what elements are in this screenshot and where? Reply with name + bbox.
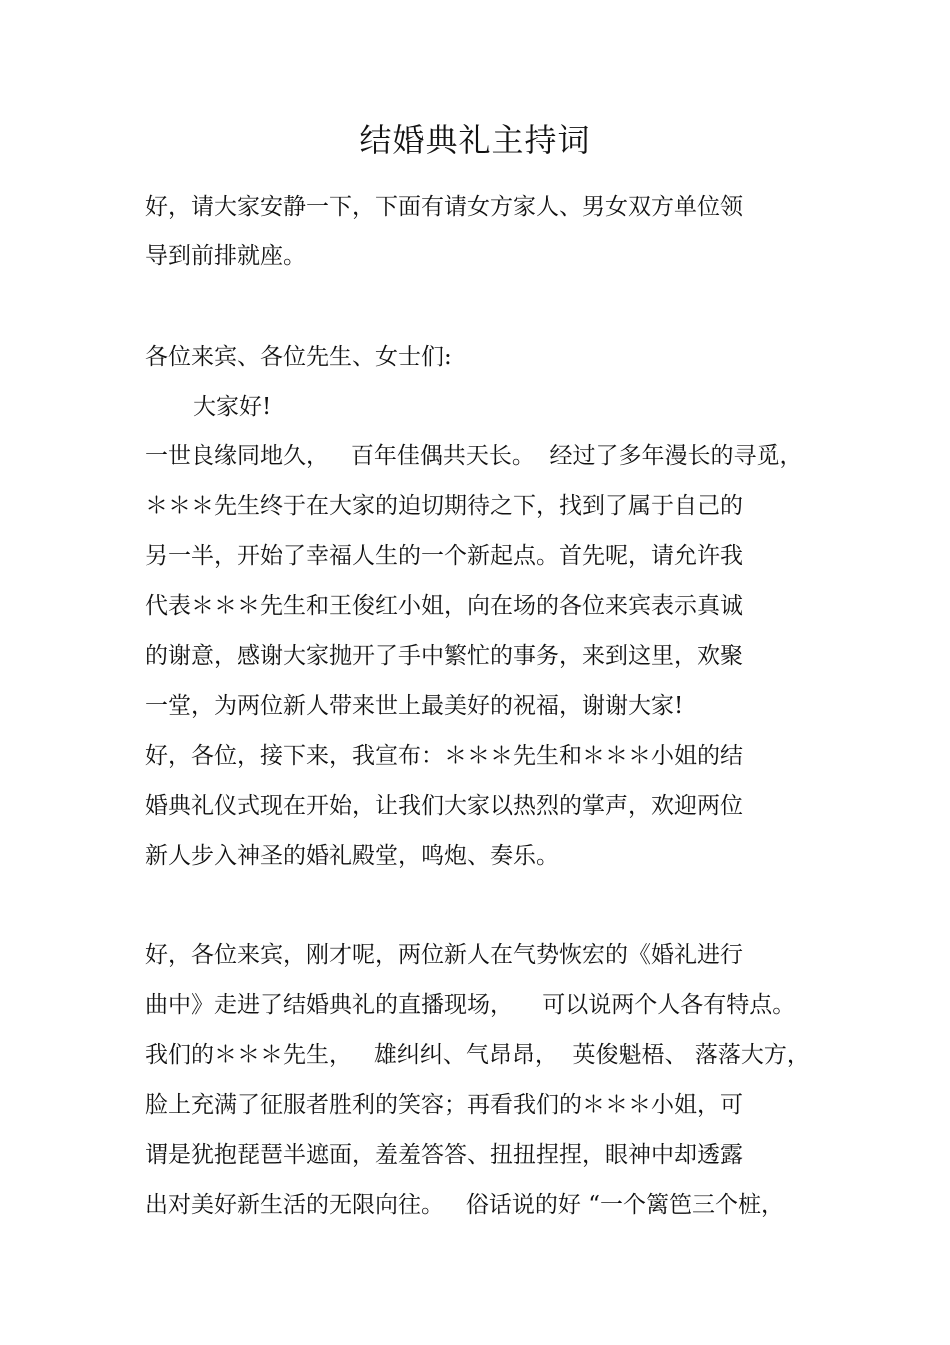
- salutation: 各位来宾、各位先生、女士们:: [145, 344, 452, 370]
- text-line: 好，各位，接下来，我宣布：＊＊＊先生和＊＊＊小姐的结: [145, 743, 743, 769]
- text-line: 脸上充满了征服者胜利的笑容；再看我们的＊＊＊小姐，可: [145, 1092, 743, 1118]
- text-line: 另一半，开始了幸福人生的一个新起点。首先呢，请允许我: [145, 543, 743, 569]
- text-line: 一堂，为两位新人带来世上最美好的祝福，谢谢大家!: [145, 693, 684, 719]
- text-line: 的谢意，感谢大家抛开了手中繁忙的事务，来到这里，欢聚: [145, 643, 743, 669]
- text-line: 一世良缘同地久， 百年佳偶共天长。 经过了多年漫长的寻觅，: [145, 443, 803, 469]
- text-line: 婚典礼仪式现在开始，让我们大家以热烈的掌声，欢迎两位: [145, 793, 743, 819]
- text-line: 新人步入神圣的婚礼殿堂，鸣炮、奏乐。: [145, 843, 559, 869]
- text-line: 好，各位来宾，刚才呢，两位新人在气势恢宏的《婚礼进行: [145, 942, 743, 968]
- text-line: 出对美好新生活的无限向往。 俗话说的好 “一个篱笆三个桩，: [145, 1192, 785, 1218]
- text-line: 谓是犹抱琵琶半遮面，羞羞答答、扭扭捏捏，眼神中却透露: [145, 1142, 743, 1168]
- document-title: 结婚典礼主持词: [359, 121, 591, 159]
- text-line: 导到前排就座。: [145, 243, 306, 269]
- text-line: 代表＊＊＊先生和王俊红小姐，向在场的各位来宾表示真诚: [145, 593, 743, 619]
- text-line: ＊＊＊先生终于在大家的迫切期待之下，找到了属于自己的: [145, 493, 743, 519]
- text-line: 好，请大家安静一下，下面有请女方家人、男女双方单位领: [145, 194, 743, 220]
- text-line: 我们的＊＊＊先生， 雄纠纠、气昂昂， 英俊魁梧、 落落大方，: [145, 1042, 810, 1068]
- text-line: 曲中》走进了结婚典礼的直播现场， 可以说两个人各有特点。: [145, 992, 796, 1018]
- greeting: 大家好!: [193, 394, 272, 420]
